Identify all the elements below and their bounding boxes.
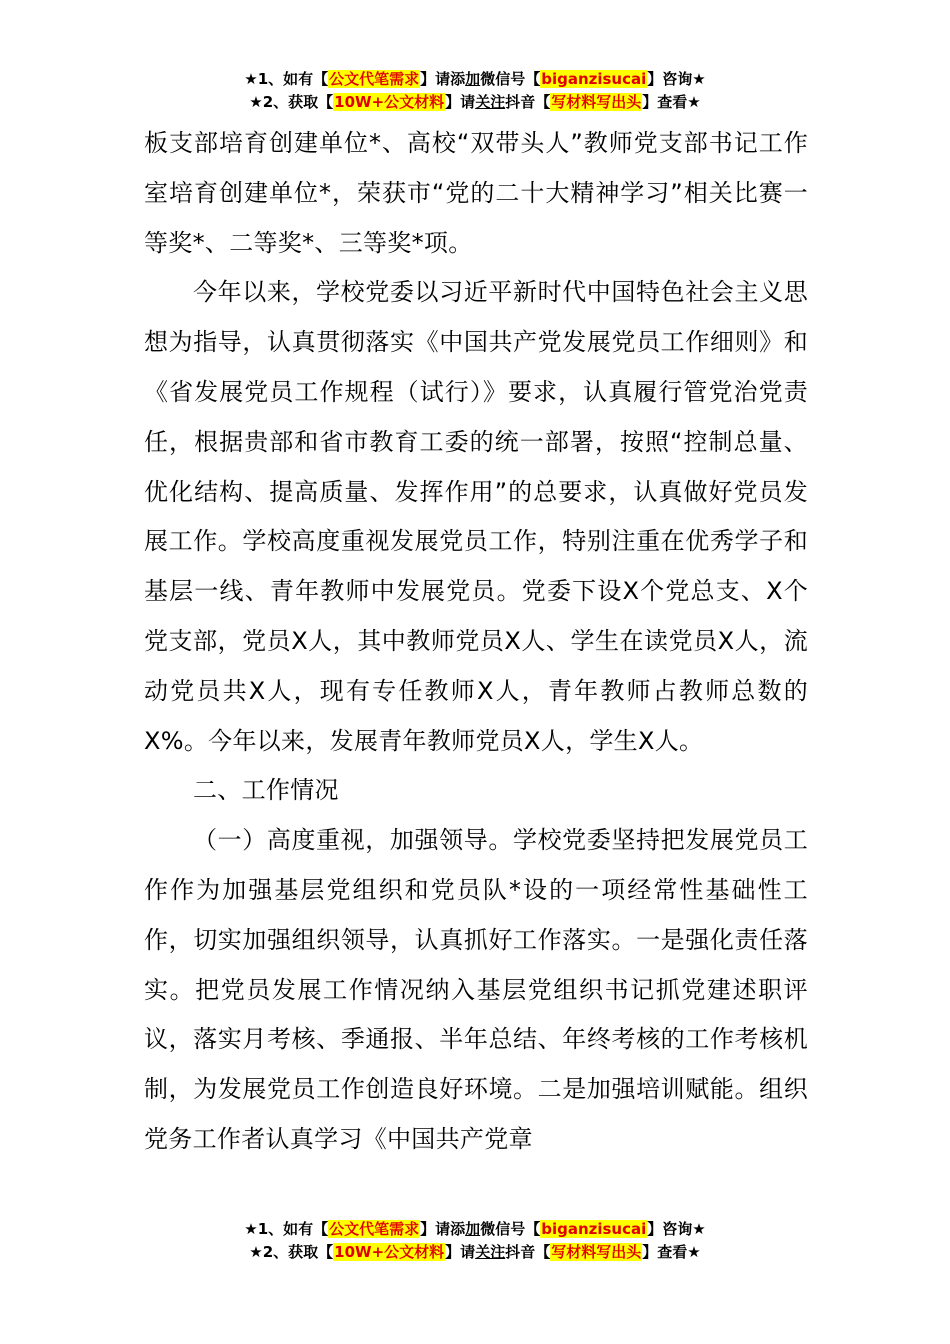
banner-text: 2、获取【 <box>262 93 334 111</box>
highlight-ghostwriting: 公文代笔需求 <box>329 1220 420 1238</box>
banner-text: 微信号【 <box>480 1220 541 1238</box>
banner-underlined-text: 加 <box>465 1220 481 1238</box>
star-icon: ★ <box>692 1220 706 1238</box>
banner-text: 】咨询 <box>647 70 693 88</box>
star-icon: ★ <box>244 1220 258 1238</box>
banner-underlined-text: 关注 <box>475 93 506 111</box>
paragraph-overview: 今年以来，学校党委以习近平新时代中国特色社会主义思想为指导，认真贯彻落实《中国共产党发展党员工作细则》和《省发展党员工作规程（试行）》要求，认真履行管党治党责任，根据贵部和省市教育工委的统一部署，按照“控制总量、优化结构、提高质量、发挥作用”的总要求，认真做好党员发展工作。学校高度重视发展党员工作，特别注重在优秀学子和基层一线、青年教师中发展党员。党委下设X个党总支、X个党支部，党员X人，其中教师党员X人、学生在读党员X人，流动党员共X人，现有专任教师X人，青年教师占教师总数的X%。今年以来，发展青年教师党员X人，学生X人。 <box>144 278 808 755</box>
banner-underlined-text: 加 <box>465 70 481 88</box>
document-body <box>144 119 808 1165</box>
banner-text: 】请添 <box>420 1220 466 1238</box>
star-icon: ★ <box>249 93 263 111</box>
highlight-materials: 10W+公文材料 <box>334 1243 445 1261</box>
header-banner <box>0 68 950 114</box>
highlight-wechat-id: biganzisucai <box>541 1220 647 1238</box>
banner-line-1 <box>0 1218 950 1241</box>
paragraph-continued: 板支部培育创建单位*、高校“双带头人”教师党支部书记工作室培育创建单位*，荣获市“党的二十大精神学习”相关比赛一等奖*、二等奖*、三等奖*项。 <box>144 129 808 257</box>
highlight-materials: 10W+公文材料 <box>334 93 445 111</box>
footer-banner <box>0 1218 950 1264</box>
banner-text: 抖音【 <box>505 93 551 111</box>
star-icon: ★ <box>687 93 701 111</box>
banner-line-2 <box>0 91 950 114</box>
highlight-ghostwriting: 公文代笔需求 <box>329 70 420 88</box>
banner-text: 抖音【 <box>505 1243 551 1261</box>
banner-line-1 <box>0 68 950 91</box>
star-icon: ★ <box>244 70 258 88</box>
highlight-douyin: 写材料写出头 <box>551 93 642 111</box>
banner-text: 1、如有【 <box>257 1220 329 1238</box>
banner-line-2 <box>0 1241 950 1264</box>
star-icon: ★ <box>692 70 706 88</box>
section-heading: 二、工作情况 <box>193 776 339 805</box>
banner-text: 1、如有【 <box>257 70 329 88</box>
banner-text: 】请 <box>445 1243 476 1261</box>
banner-text: 】咨询 <box>647 1220 693 1238</box>
banner-text: 】查看 <box>642 93 688 111</box>
highlight-wechat-id: biganzisucai <box>541 70 647 88</box>
banner-underlined-text: 关注 <box>475 1243 506 1261</box>
banner-text: 】请添 <box>420 70 466 88</box>
star-icon: ★ <box>687 1243 701 1261</box>
banner-text: 】请 <box>445 93 476 111</box>
paragraph-leadership: （一）高度重视，加强领导。学校党委坚持把发展党员工作作为加强基层党组织和党员队*设的一项经常性基础性工作，切实加强组织领导，认真抓好工作落实。一是强化责任落实。把党员发展工作情况纳入基层党组织书记抓党建述职评议，落实月考核、季通报、半年总结、年终考核的工作考核机制，为发展党员工作创造良好环境。二是加强培训赋能。组织党务工作者认真学习《中国共产党章 <box>144 826 808 1153</box>
banner-text: 2、获取【 <box>262 1243 334 1261</box>
banner-text: 微信号【 <box>480 70 541 88</box>
banner-text: 】查看 <box>642 1243 688 1261</box>
star-icon: ★ <box>249 1243 263 1261</box>
highlight-douyin: 写材料写出头 <box>551 1243 642 1261</box>
